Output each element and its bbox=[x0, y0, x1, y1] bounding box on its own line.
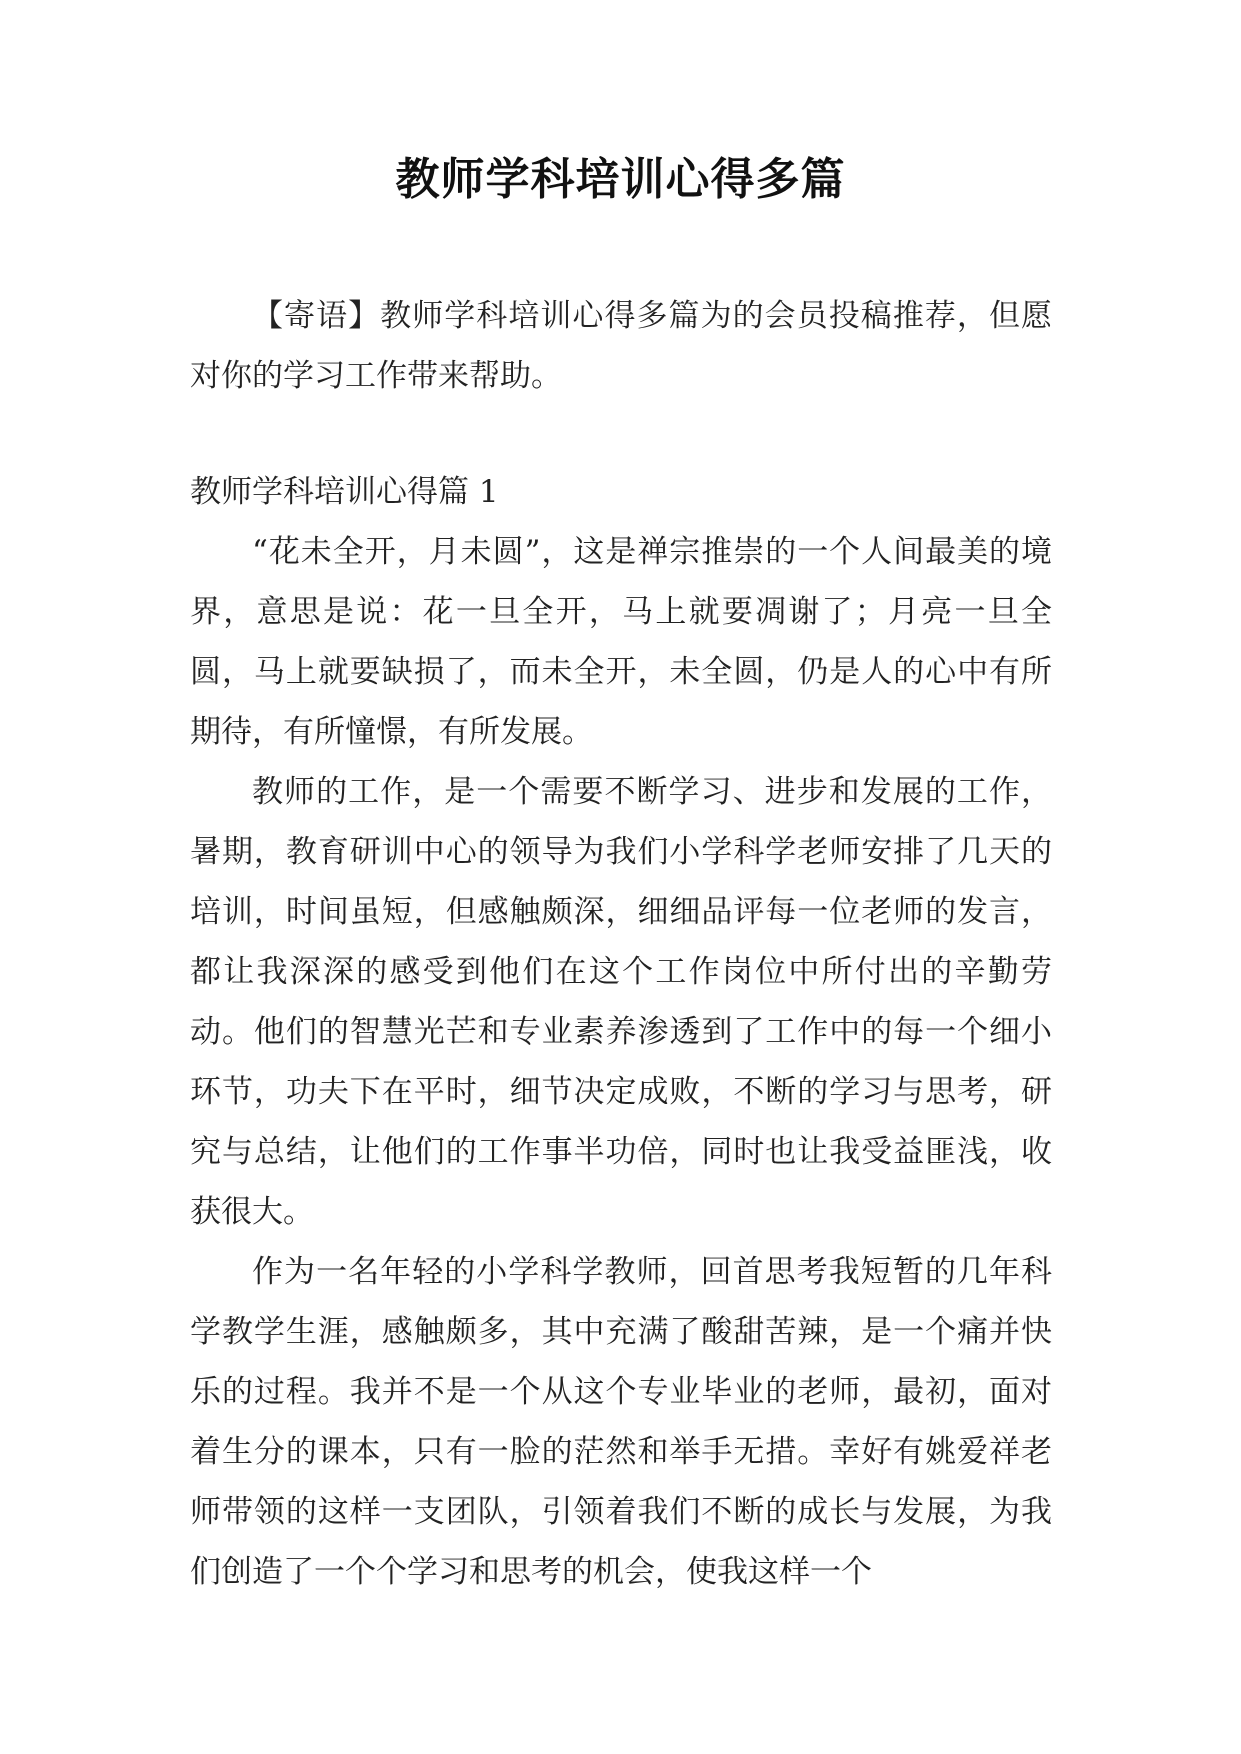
body-paragraph: 作为一名年轻的小学科学教师，回首思考我短暂的几年科学教学生涯，感触颇多，其中充满了酸甜苦辣，是一个痛并快乐的过程。我并不是一个从这个专业毕业的老师，最初，面对着生分的课本，只有一脸的茫然和举手无措。幸好有姚爱祥老师带领的这样一支团队，引领着我们不断的成长与发展，为我们创造了一个个学习和思考的机会，使我这样一个 bbox=[190, 1254, 1052, 1590]
body-paragraph: 教师的工作，是一个需要不断学习、进步和发展的工作，暑期，教育研训中心的领导为我们小学科学老师安排了几天的培训，时间虽短，但感触颇深，细细品评每一位老师的发言，都让我深深的感受到他们在这个工作岗位中所付出的辛勤劳动。他们的智慧光芒和专业素养渗透到了工作中的每一个细小环节，功夫下在平时，细节决定成败，不断的学习与思考，研究与总结，让他们的工作事半功倍，同时也让我受益匪浅，收获很大。 bbox=[190, 774, 1052, 1230]
article-body bbox=[190, 462, 1052, 1602]
section-heading: 教师学科培训心得篇 1 bbox=[190, 474, 499, 510]
body-paragraph: “花未全开，月未圆”，这是禅宗推崇的一个人间最美的境界，意思是说：花一旦全开，马上就要凋谢了；月亮一旦全圆，马上就要缺损了，而未全开，未全圆，仍是人的心中有所期待，有所憧憬，有所发展。 bbox=[190, 534, 1052, 750]
document-title: 教师学科培训心得多篇 bbox=[395, 154, 846, 205]
intro-block bbox=[190, 286, 1052, 406]
intro-paragraph: 【寄语】教师学科培训心得多篇为的会员投稿推荐，但愿对你的学习工作带来帮助。 bbox=[190, 298, 1052, 394]
